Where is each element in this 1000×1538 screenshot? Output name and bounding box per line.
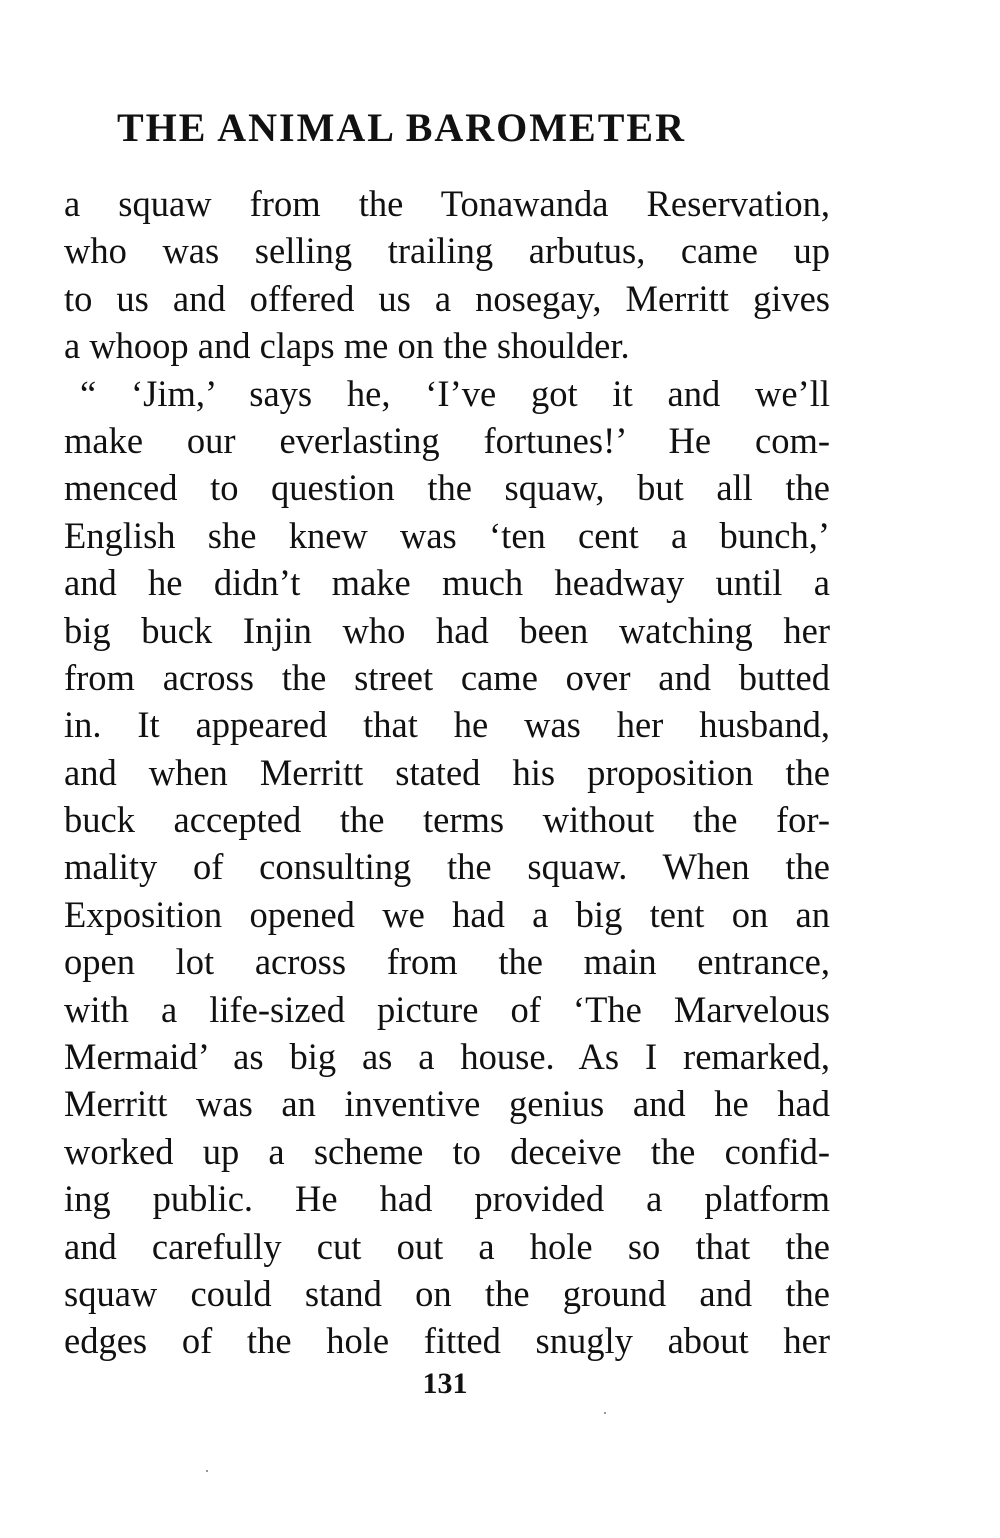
text-line: to us and offered us a nosegay, Merritt gives xyxy=(64,277,830,319)
text-line: mality of consulting the squaw. When the xyxy=(64,846,830,888)
text-line: squaw could stand on the ground and the xyxy=(64,1272,830,1314)
text-line: open lot across from the main entrance, xyxy=(64,941,830,983)
text-line: buck accepted the terms without the for- xyxy=(64,799,830,841)
text-line: menced to question the squaw, but all the xyxy=(64,467,830,509)
text-line: Merritt was an inventive genius and he had xyxy=(64,1083,830,1125)
text-line: big buck Injin who had been watching her xyxy=(64,609,830,651)
text-line: from across the street came over and butted xyxy=(64,656,830,698)
running-head: THE ANIMAL BAROMETER xyxy=(117,105,686,150)
text-line: Mermaid’ as big as a house. As I remarked, xyxy=(64,1036,830,1078)
ink-speck xyxy=(604,1412,606,1414)
text-line: a whoop and claps me on the shoulder. xyxy=(64,325,630,367)
text-line: with a life-sized picture of ‘The Marvelous xyxy=(64,988,830,1030)
text-line: “ ‘Jim,’ says he, ‘I’ve got it and we’ll xyxy=(80,372,830,414)
text-line: who was selling trailing arbutus, came up xyxy=(64,230,830,272)
text-line: in. It appeared that he was her husband, xyxy=(64,704,830,746)
text-line: edges of the hole fitted snugly about her xyxy=(64,1320,830,1362)
page-number: 131 xyxy=(422,1367,468,1400)
text-line: and carefully cut out a hole so that the xyxy=(64,1225,830,1267)
text-line: a squaw from the Tonawanda Reservation, xyxy=(64,183,830,224)
text-line: ing public. He had provided a platform xyxy=(64,1178,830,1220)
text-line: and when Merritt stated his proposition the xyxy=(64,751,830,793)
body-text xyxy=(64,180,830,1365)
text-line: worked up a scheme to deceive the confid- xyxy=(64,1130,830,1172)
text-line: and he didn’t make much headway until a xyxy=(64,562,830,604)
text-line: Exposition opened we had a big tent on an xyxy=(64,893,830,935)
text-line: English she knew was ‘ten cent a bunch,’ xyxy=(64,514,830,556)
ink-speck xyxy=(206,1470,208,1472)
text-line: make our everlasting fortunes!’ He com- xyxy=(64,419,830,461)
